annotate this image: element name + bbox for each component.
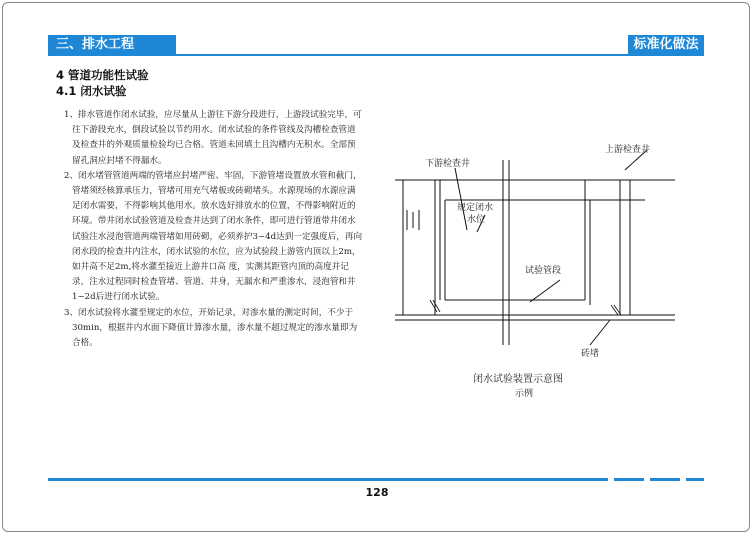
diagram-subcaption: 示例 — [515, 389, 534, 399]
standard-practice-badge: 标准化做法 — [628, 35, 704, 55]
section-title: 三、排水工程 — [48, 35, 176, 55]
footer-rule-main — [48, 478, 608, 481]
footer-rule-dash-2 — [650, 478, 680, 481]
paragraph-2: 2、闭水堵管管道两端的管堵应封堵严密、牢固，下游管堵设置放水管和截门，管堵须经核算承压力，管堵可用充气堵板或砖砌堵头。水源现场的水源应满足闭水需要，不得影响其他用水。放水选好排放水的位置，不得影响附近的环境。带井闭水试验管道及检查井达到了闭水条件，即可进行管道带井闭水试验注水浸泡管道两端管堵如用砖砌，必须养护3~4d达到一定强度后，再向闭水段的检查井内注水，闭水试验的水位，应为试验段上游管内顶以上2m，如井高不足2m,将水灌至接近上游井口高 度，实测其距管内顶的高度并记录，注水过程同时检查管堵、管道、井身，无漏水和严重渗水，浸泡管和井1~2d后进行闭水试验。 — [64, 170, 363, 303]
paragraph-1: 1、排水管道作闭水试验，应尽量从上游往下游分段进行，上游段试验完毕，可往下游段充水，倒段试验以节约用水。闭水试验的条件管线及沟槽检查管道及检查井的外观质量检验均已合格。管道未回填土且沟槽内无积水。全部预留孔洞应封堵不得漏水。 — [64, 110, 362, 166]
diagram-caption: 闭水试验装置示意图 — [473, 374, 563, 385]
label-water-level-line2: 水位 — [467, 215, 486, 225]
page-number: 128 — [365, 486, 389, 499]
heading-level-2: 4.1 闭水试验 — [56, 84, 127, 98]
paragraph-3: 3、闭水试验将水灌至规定的水位，开始记录，对渗水量的测定时间，不少于30min，根据井内水面下降值计算渗水量，渗水量不超过规定的渗水量即为合格。 — [64, 307, 358, 349]
footer-rule-dash-1 — [614, 478, 644, 481]
closed-water-test-diagram — [385, 140, 685, 400]
label-brick-plug: 砖堵 — [581, 349, 600, 359]
label-water-level-line1: 规定闭水 — [457, 203, 494, 213]
body-text — [64, 108, 364, 351]
label-test-section: 试验管段 — [525, 266, 562, 276]
label-upstream-well: 上游检查井 — [605, 145, 651, 155]
heading-level-1: 4 管道功能性试验 — [56, 68, 149, 82]
header-rule — [48, 54, 704, 56]
label-downstream-well: 下游检查井 — [425, 159, 471, 169]
footer-rule-dash-3 — [686, 478, 704, 481]
